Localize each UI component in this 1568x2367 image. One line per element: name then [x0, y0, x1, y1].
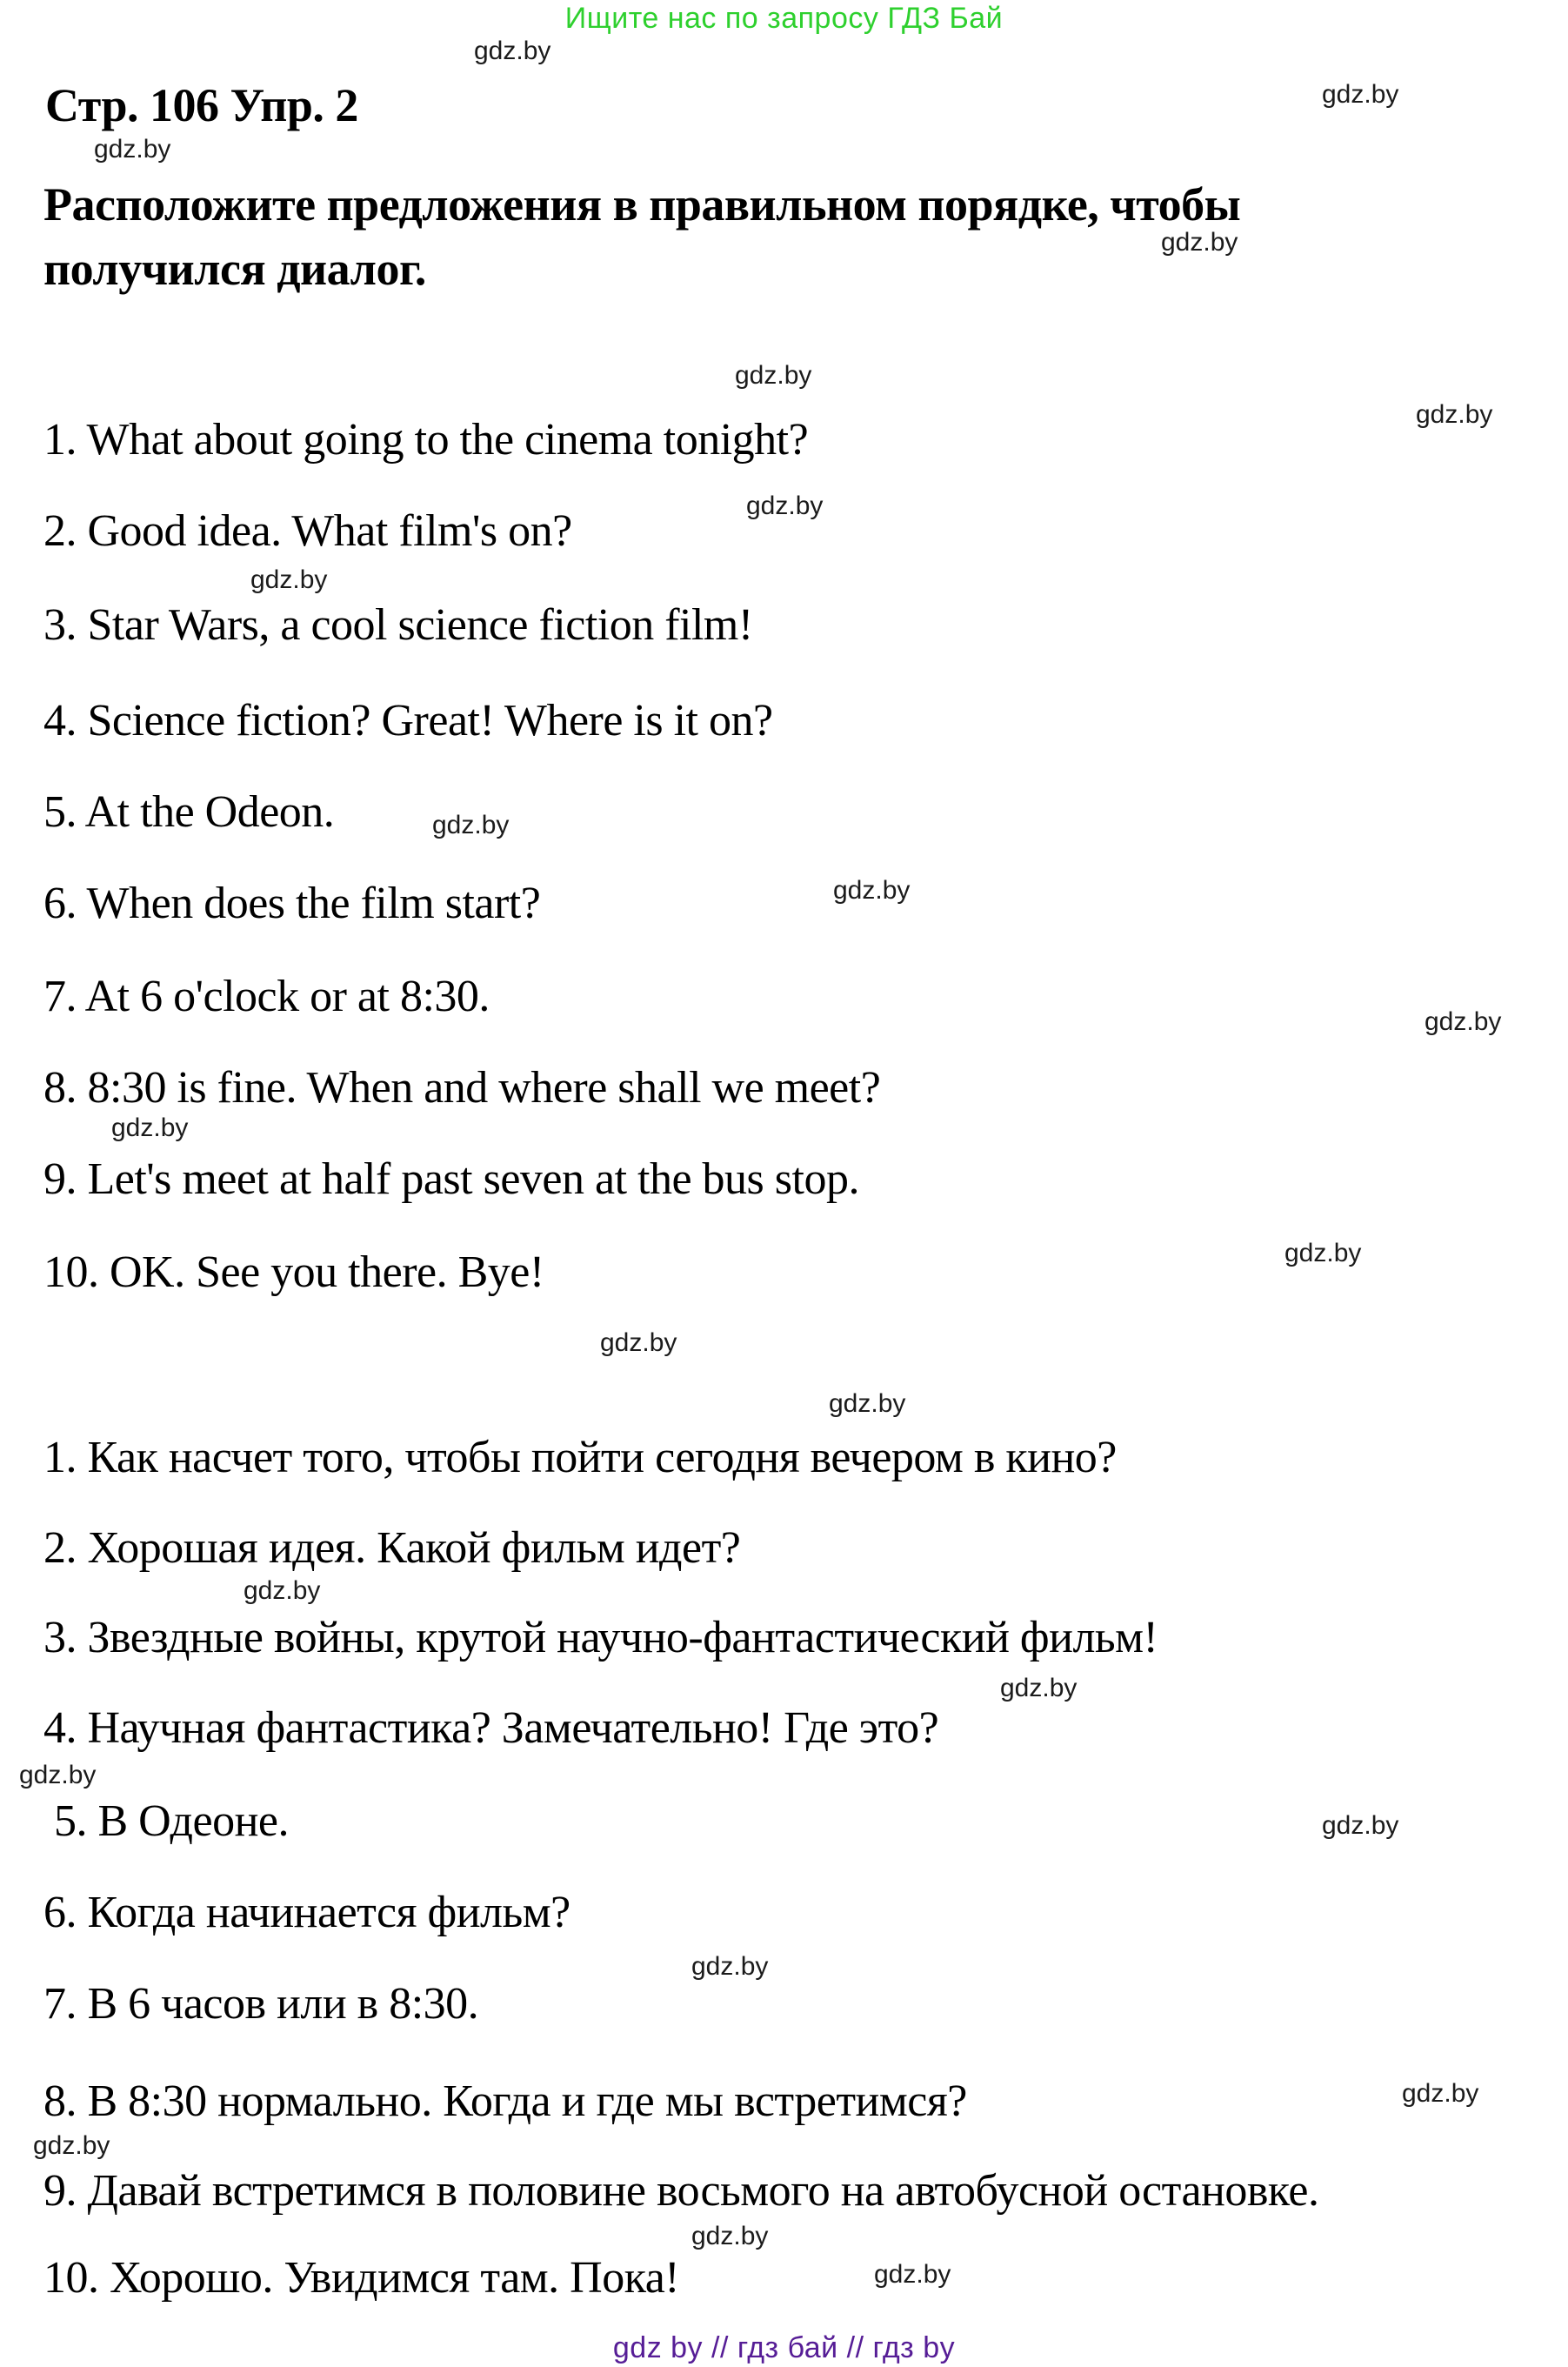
footer-links: gdz by // гдз бай // гдз by: [612, 2331, 956, 2364]
task-instruction-line-1: Расположите предложения в правильном порядке, чтобы: [43, 178, 1241, 231]
gdz-watermark: gdz.by: [874, 2260, 951, 2289]
gdz-watermark: gdz.by: [111, 1113, 189, 1142]
dialog-item-ru-5: 5. В Одеоне.: [54, 1796, 289, 1846]
dialog-item-en-3: 3. Star Wars, a cool science fiction film!: [43, 600, 753, 650]
dialog-item-ru-4: 4. Научная фантастика? Замечательно! Где это?: [43, 1703, 939, 1753]
gdz-watermark: gdz.by: [250, 565, 328, 594]
dialog-item-ru-7: 7. В 6 часов или в 8:30.: [43, 1979, 479, 2029]
gdz-watermark: gdz.by: [829, 1389, 906, 1418]
dialog-item-ru-2: 2. Хорошая идея. Какой фильм идет?: [43, 1523, 741, 1573]
dialog-item-ru-9: 9. Давай встретимся в половине восьмого на автобусной остановке.: [43, 2166, 1319, 2216]
dialog-item-en-2: 2. Good idea. What film's on?: [43, 506, 572, 556]
gdz-watermark: gdz.by: [244, 1576, 321, 1605]
dialog-item-en-9: 9. Let's meet at half past seven at the bus stop.: [43, 1154, 859, 1204]
gdz-watermark: gdz.by: [1322, 1811, 1399, 1840]
dialog-item-en-10: 10. OK. See you there. Bye!: [43, 1247, 544, 1297]
dialog-item-en-1: 1. What about going to the cinema tonight?: [43, 415, 809, 465]
gdz-watermark: gdz.by: [1161, 228, 1238, 257]
dialog-item-ru-6: 6. Когда начинается фильм?: [43, 1888, 570, 1937]
gdz-watermark: gdz.by: [600, 1328, 677, 1357]
dialog-item-en-5: 5. At the Odeon.: [43, 787, 335, 837]
gdz-watermark: gdz.by: [1416, 400, 1493, 429]
page-heading: Стр. 106 Упр. 2: [45, 79, 358, 131]
dialog-item-ru-8: 8. В 8:30 нормально. Когда и где мы встретимся?: [43, 2076, 967, 2126]
dialog-item-en-8: 8. 8:30 is fine. When and where shall we meet?: [43, 1063, 881, 1113]
dialog-item-ru-10: 10. Хорошо. Увидимся там. Пока!: [43, 2253, 680, 2303]
gdz-watermark: gdz.by: [1402, 2079, 1479, 2108]
task-instruction-line-2: получился диалог.: [43, 243, 426, 295]
gdz-watermark: gdz.by: [1425, 1007, 1502, 1036]
dialog-item-ru-3: 3. Звездные войны, крутой научно-фантастический фильм!: [43, 1613, 1158, 1662]
gdz-watermark: gdz.by: [33, 2131, 110, 2160]
gdz-watermark: gdz.by: [432, 811, 510, 839]
promo-banner: Ищите нас по запросу ГДЗ Бай: [564, 2, 1004, 35]
gdz-watermark: gdz.by: [1322, 80, 1399, 109]
gdz-watermark: gdz.by: [735, 361, 812, 390]
gdz-watermark: gdz.by: [691, 2222, 769, 2250]
gdz-watermark: gdz.by: [1000, 1674, 1078, 1702]
gdz-watermark: gdz.by: [746, 491, 824, 520]
dialog-item-en-6: 6. When does the film start?: [43, 879, 541, 928]
gdz-watermark: gdz.by: [19, 1761, 97, 1789]
gdz-watermark: gdz.by: [1284, 1239, 1362, 1267]
gdz-watermark: gdz.by: [691, 1952, 769, 1981]
gdz-watermark: gdz.by: [833, 876, 911, 905]
gdz-watermark: gdz.by: [474, 37, 551, 65]
dialog-item-en-4: 4. Science fiction? Great! Where is it on?: [43, 696, 773, 746]
dialog-item-en-7: 7. At 6 o'clock or at 8:30.: [43, 972, 490, 1021]
dialog-item-ru-1: 1. Как насчет того, чтобы пойти сегодня вечером в кино?: [43, 1433, 1117, 1482]
gdz-watermark: gdz.by: [94, 135, 171, 164]
